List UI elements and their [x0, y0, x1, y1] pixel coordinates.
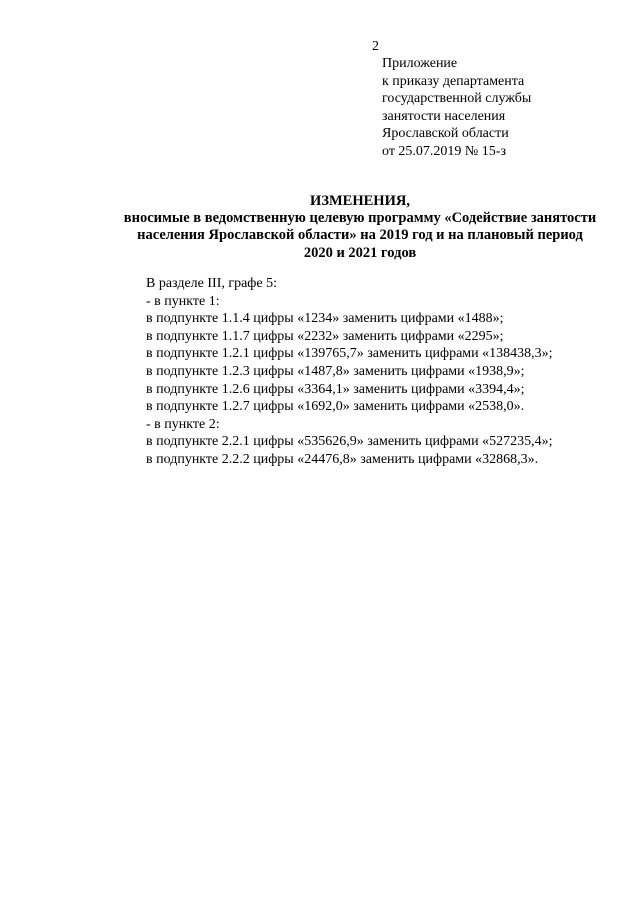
title-line: 2020 и 2021 годов [303, 244, 417, 261]
body-line: - в пункте 1: [146, 293, 220, 309]
title-line: вносимые в ведомственную целевую программу «Содействие занятости [123, 210, 597, 227]
body-line: - в пункте 2: [146, 416, 220, 432]
body-line: В разделе III, графе 5: [146, 276, 277, 291]
title-heading: ИЗМЕНЕНИЯ, [310, 193, 410, 209]
title-line: населения Ярославской области» на 2019 год и на плановый период [137, 227, 583, 244]
appendix-line: занятости населения [382, 108, 506, 124]
document-body [146, 275, 626, 469]
body-line: в подпункте 1.2.7 цифры «1692,0» заменить цифрами «2538,0». [146, 399, 525, 415]
body-line: в подпункте 1.2.3 цифры «1487,8» заменить цифрами «1938,9»; [146, 363, 525, 379]
body-line: в подпункте 1.2.6 цифры «3364,1» заменить цифрами «3394,4»; [146, 381, 525, 397]
body-line: в подпункте 2.2.2 цифры «24476,8» заменить цифрами «32868,3». [146, 451, 539, 467]
appendix-line: от 25.07.2019 № 15-з [382, 143, 506, 159]
body-line: в подпункте 2.2.1 цифры «535626,9» заменить цифрами «527235,4»; [146, 434, 553, 450]
body-line: в подпункте 1.1.7 цифры «2232» заменить цифрами «2295»; [146, 328, 504, 344]
body-line: в подпункте 1.1.4 цифры «1234» заменить цифрами «1488»; [146, 311, 504, 327]
appendix-header [382, 55, 622, 161]
appendix-line: Ярославской области [382, 126, 509, 142]
appendix-line: Приложение [382, 56, 458, 71]
appendix-line: к приказу департамента [382, 73, 525, 89]
body-line: в подпункте 1.2.1 цифры «139765,7» заменить цифрами «138438,3»; [146, 346, 553, 362]
page-number: 2 [372, 39, 379, 54]
appendix-line: государственной службы [382, 91, 532, 107]
document-title [90, 193, 630, 262]
